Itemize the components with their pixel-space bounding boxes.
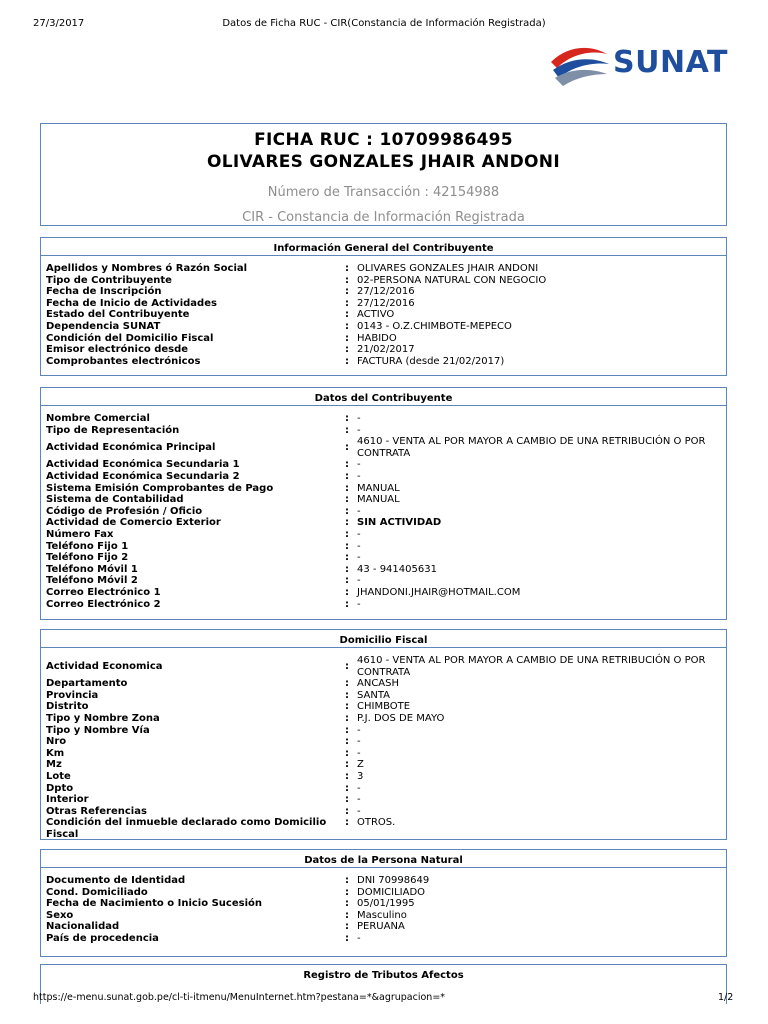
field-separator: : [345,413,349,424]
field-value: MANUAL [357,494,400,506]
field-label: Condición del inmueble declarado como Domicilio Fiscal [46,817,327,840]
field-separator: : [345,875,349,886]
field-label: Distrito [46,701,89,713]
field-row [46,599,726,611]
field-row [46,783,726,795]
field-row [46,748,726,760]
field-value: JHANDONI.JHAIR@HOTMAIL.COM [357,586,521,598]
field-label: Tipo y Nombre Zona [46,712,160,724]
field-label: Mz [46,759,62,771]
field-separator: : [345,898,349,910]
field-label: Tipo de Representación [46,424,180,436]
field-value: - [357,424,361,436]
field-label: Documento de Identidad [46,875,186,886]
field-separator: : [345,528,349,540]
field-value: CHIMBOTE [357,701,411,713]
field-label: Actividad Económica Secundaria 2 [46,470,240,482]
field-row [46,759,726,771]
cir-subtitle: CIR - Constancia de Información Registrada [242,210,525,225]
field-label: Otras Referencias [46,805,147,817]
field-label: Nro [46,736,67,748]
footer-url: https://e-menu.sunat.gob.pe/cl-ti-itmenu/MenuInternet.htm?pestana=*&agrupacion=* [33,992,446,1003]
field-separator: : [345,759,349,771]
field-separator: : [345,424,349,436]
field-value: - [357,794,361,806]
field-row [46,655,726,678]
field-row [46,506,726,518]
field-label: Tipo y Nombre Vía [46,724,150,736]
field-label: Departamento [46,678,128,690]
transaction-number: Número de Transacción : 42154988 [267,185,500,200]
field-separator: : [345,274,349,286]
field-row [46,298,726,310]
field-row [46,436,726,459]
field-label: Nacionalidad [46,921,120,933]
field-label: Sexo [46,909,74,921]
field-separator: : [345,782,349,794]
field-label: Cond. Domiciliado [46,886,148,898]
field-label: Nombre Comercial [46,413,150,424]
field-row [46,713,726,725]
print-title: Datos de Ficha RUC - CIR(Constancia de Información Registrada) [222,18,546,29]
field-row [46,575,726,587]
field-separator: : [345,552,349,564]
field-label: Interior [46,794,89,806]
section-rows [41,983,726,990]
field-value: ANCASH [357,678,400,690]
field-value: MANUAL [357,482,400,494]
section-title: Datos del Contribuyente [41,388,726,406]
field-separator: : [345,470,349,482]
field-value: PERUANA [357,921,405,933]
field-row [46,494,726,506]
field-label: Fecha de Inscripción [46,286,162,298]
field-label: Correo Electrónico 2 [46,598,161,610]
field-label: Correo Electrónico 1 [46,586,161,598]
field-value: 21/02/2017 [357,344,415,356]
field-label: Dpto [46,782,74,794]
field-row [46,517,726,529]
field-value: - [357,724,361,736]
field-separator: : [345,332,349,344]
field-row [46,286,726,298]
field-label: Dependencia SUNAT [46,320,161,332]
sunat-logo [549,40,729,92]
field-label: Teléfono Móvil 2 [46,575,138,587]
print-date: 27/3/2017 [33,18,85,29]
field-separator: : [345,747,349,759]
field-value: 27/12/2016 [357,297,415,309]
field-value: DNI 70998649 [357,875,430,886]
section-rows [41,406,726,610]
section-title: Información General del Contribuyente [41,238,726,256]
field-row [46,471,726,483]
field-separator: : [345,505,349,517]
field-row [46,413,726,425]
field-row [46,887,726,899]
field-value: - [357,528,361,540]
field-separator: : [345,932,349,944]
field-separator: : [345,355,349,367]
field-row [46,587,726,599]
field-label: País de procedencia [46,932,159,944]
field-separator: : [345,309,349,321]
field-separator: : [345,794,349,806]
field-value: 27/12/2016 [357,286,415,298]
field-separator: : [345,805,349,817]
field-separator: : [345,263,349,274]
field-row [46,898,726,910]
field-label: Lote [46,770,71,782]
field-row [46,910,726,922]
ficha-taxpayer-name: OLIVARES GONZALES JHAIR ANDONI [207,152,560,172]
section-box [40,387,727,620]
field-row [46,263,726,275]
section-box [40,237,727,376]
field-row [46,736,726,748]
field-value: - [357,782,361,794]
section-box [40,629,727,840]
field-row [46,275,726,287]
field-value: 02-PERSONA NATURAL CON NEGOCIO [357,274,547,286]
field-label: Código de Profesión / Oficio [46,505,203,517]
field-value: 4610 - VENTA AL POR MAYOR A CAMBIO DE UNA RETRIBUCIÓN O POR CONTRATA [357,655,706,678]
field-row [46,552,726,564]
field-label: Teléfono Móvil 1 [46,563,138,575]
field-row [46,806,726,818]
field-label: Sistema de Contabilidad [46,494,184,506]
field-label: Km [46,747,65,759]
field-value: ACTIVO [357,309,395,321]
field-row [46,321,726,333]
field-value: P.J. DOS DE MAYO [357,712,445,724]
field-value: - [357,747,361,759]
section-rows [41,256,726,367]
field-row [46,483,726,495]
field-value: OTROS. [357,817,396,829]
field-separator: : [345,286,349,298]
field-label: Apellidos y Nombres ó Razón Social [46,263,248,274]
field-label: Estado del Contribuyente [46,309,190,321]
field-label: Sistema Emisión Comprobantes de Pago [46,482,274,494]
field-separator: : [345,494,349,506]
field-separator: : [345,736,349,748]
field-separator: : [345,563,349,575]
field-value: FACTURA (desde 21/02/2017) [357,355,505,367]
field-separator: : [345,886,349,898]
field-row [46,309,726,321]
field-row [46,333,726,345]
field-row [46,690,726,702]
field-label: Teléfono Fijo 2 [46,552,129,564]
field-value: - [357,932,361,944]
field-label: Comprobantes electrónicos [46,355,201,367]
field-separator: : [345,678,349,690]
field-value: 3 [357,770,364,782]
field-separator: : [345,297,349,309]
field-value: HABIDO [357,332,397,344]
field-separator: : [345,909,349,921]
field-label: Condición del Domicilio Fiscal [46,332,214,344]
field-value: - [357,413,361,424]
field-value: - [357,552,361,564]
field-separator: : [345,701,349,713]
field-value: - [357,505,361,517]
field-row [46,933,726,945]
field-value: Z [357,759,364,771]
field-value: SIN ACTIVIDAD [357,517,442,529]
field-separator: : [345,661,349,672]
field-separator: : [345,442,349,454]
section-title: Datos de la Persona Natural [41,850,726,868]
field-label: Actividad Económica Secundaria 1 [46,459,240,471]
field-value: - [357,470,361,482]
section-rows [41,648,726,841]
field-value: 05/01/1995 [357,898,415,910]
ficha-ruc-box [40,123,727,226]
section-title: Registro de Tributos Afectos [303,970,464,981]
field-value: - [357,598,361,610]
field-row [46,541,726,553]
field-label: Fecha de Inicio de Actividades [46,297,217,309]
section-rows [41,868,726,945]
field-separator: : [345,724,349,736]
field-value: - [357,736,361,748]
section-box [40,849,727,957]
ficha-ruc-number: FICHA RUC : 10709986495 [254,130,513,150]
field-row [46,678,726,690]
section-title: Domicilio Fiscal [41,630,726,648]
field-row [46,459,726,471]
field-value: 0143 - O.Z.CHIMBOTE-MEPECO [357,320,512,332]
field-separator: : [345,540,349,552]
field-value: - [357,575,361,587]
field-value: - [357,540,361,552]
field-value: 43 - 941405631 [357,563,437,575]
field-value: OLIVARES GONZALES JHAIR ANDONI [357,263,539,274]
field-separator: : [345,575,349,587]
field-label: Teléfono Fijo 1 [46,540,129,552]
field-value: 4610 - VENTA AL POR MAYOR A CAMBIO DE UNA RETRIBUCIÓN O POR CONTRATA [357,436,706,459]
field-value: - [357,805,361,817]
field-row [46,356,726,368]
field-label: Actividad Económica Principal [46,442,216,454]
field-separator: : [345,586,349,598]
field-row [46,564,726,576]
field-row [46,701,726,713]
field-value: Masculino [357,909,407,921]
sunat-logo-text: SUNAT [613,45,728,80]
field-separator: : [345,712,349,724]
field-separator: : [345,517,349,529]
footer-page-number: 1/2 [718,992,734,1003]
field-value: - [357,459,361,471]
field-label: Actividad Economica [46,661,163,672]
field-separator: : [345,320,349,332]
field-label: Fecha de Nacimiento o Inicio Sucesión [46,898,262,910]
field-separator: : [345,598,349,610]
field-value: DOMICILIADO [357,886,426,898]
field-row [46,425,726,437]
field-row [46,921,726,933]
field-separator: : [345,482,349,494]
field-row [46,817,726,840]
field-label: Provincia [46,689,99,701]
field-label: Número Fax [46,528,114,540]
field-label: Tipo de Contribuyente [46,274,172,286]
field-label: Emisor electrónico desde [46,344,189,356]
field-separator: : [345,921,349,933]
field-separator: : [345,770,349,782]
field-label: Actividad de Comercio Exterior [46,517,221,529]
field-separator: : [345,689,349,701]
field-row [46,725,726,737]
field-row [46,875,726,887]
field-separator: : [345,344,349,356]
field-row [46,344,726,356]
field-row [46,794,726,806]
field-separator: : [345,459,349,471]
field-row [46,771,726,783]
field-row [46,529,726,541]
field-value: SANTA [357,689,391,701]
field-separator: : [345,817,349,829]
sunat-swoosh-icon [549,40,611,90]
